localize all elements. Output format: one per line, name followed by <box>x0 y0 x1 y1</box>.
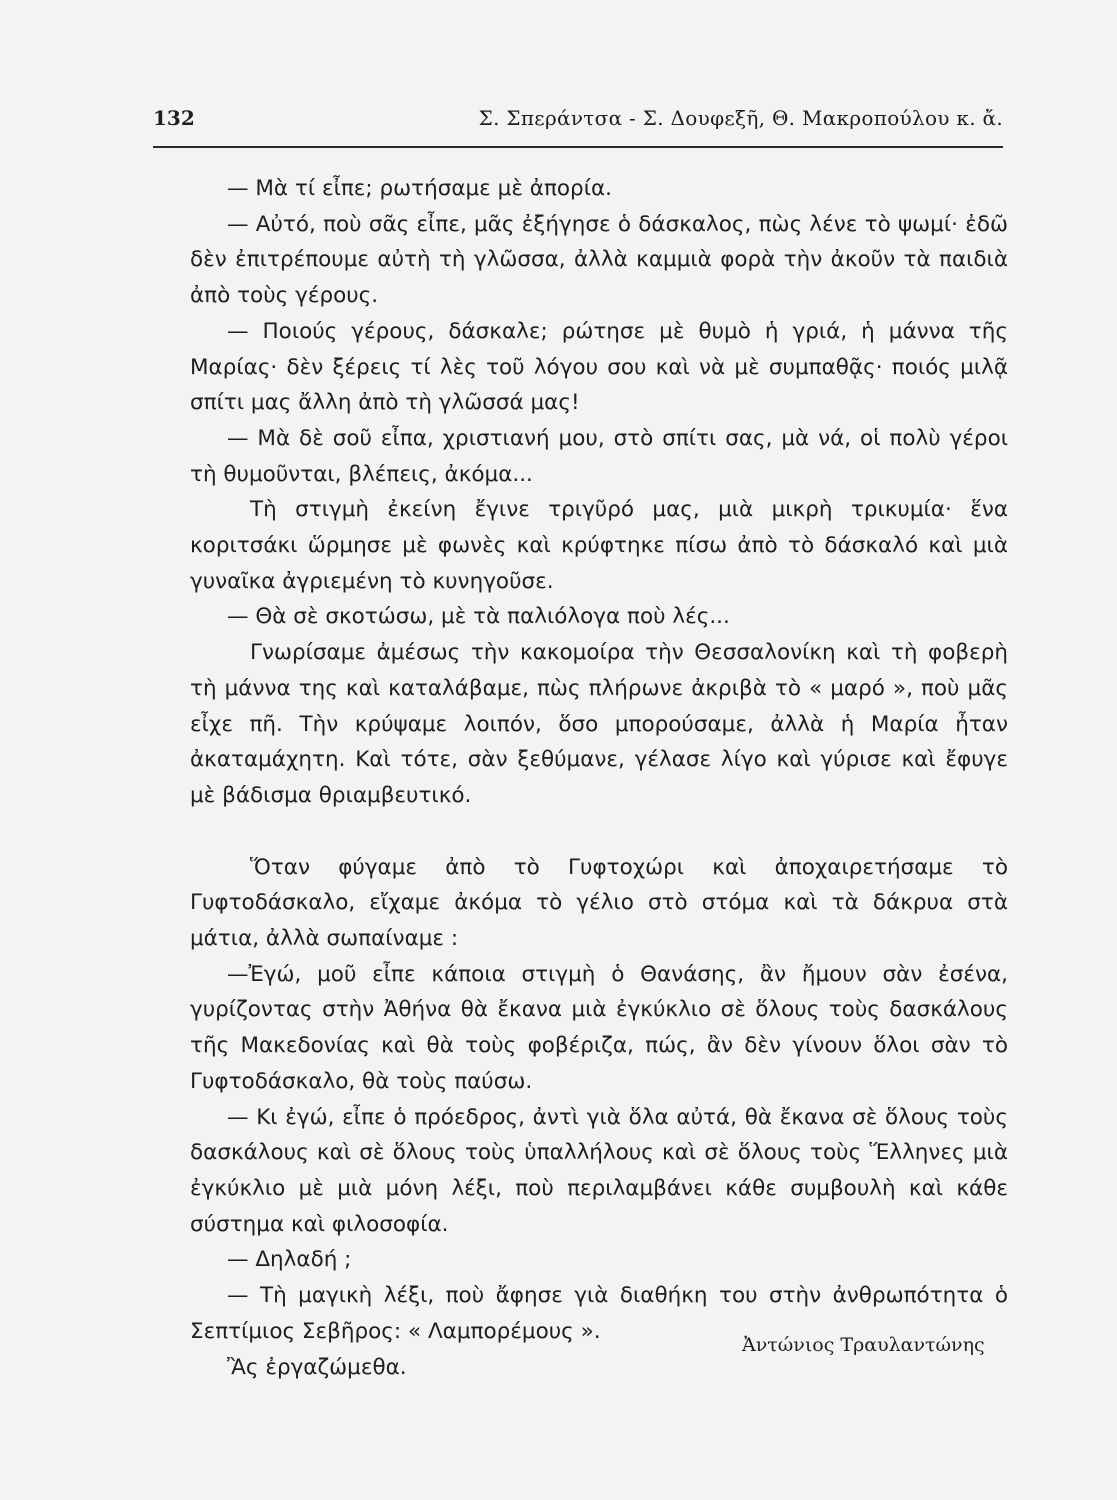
paragraph: —Ἐγώ, μοῦ εἶπε κάποια στιγμὴ ὁ Θανάσης, ἂν ἤμουν σὰν ἐσένα, γυρίζοντας στὴν Ἀθήνα θὰ ἔκανα μιὰ ἐγκύκλιο σὲ ὅλους τοὺς δασκάλους τῆς Μακεδονίας καὶ θὰ τοὺς φοβέριζα, πώς, ἂν δὲν γίνουν ὅλοι σὰν τὸ Γυφτοδάσκαλο, θὰ τοὺς παύσω. <box>190 961 1008 1094</box>
page-header <box>153 100 1003 148</box>
author-signature: Ἀντώνιος Τραυλαντώνης <box>742 1334 985 1356</box>
paragraph: — Μὰ τί εἶπε; ρωτήσαμε μὲ ἀπορία. <box>227 176 612 201</box>
paragraph: — Θὰ σὲ σκοτώσω, μὲ τὰ παλιόλογα ποὺ λές... <box>227 604 730 630</box>
paragraph: Ὅταν φύγαμε ἀπὸ τὸ Γυφτοχώρι καὶ ἀποχαιρετήσαμε τὸ Γυφτοδάσκαλο, εἴχαμε ἀκόμα τὸ γέλιο στὸ στόμα καὶ τὰ δάκρυα στὰ μάτια, ἀλλὰ σωπαίναμε : <box>190 854 1008 952</box>
paragraph: Ἂς ἐργαζώμεθα. <box>227 1354 407 1380</box>
paragraph: — Ποιούς γέρους, δάσκαλε; ρώτησε μὲ θυμὸ ἡ γριά, ἡ μάννα τῆς Μαρίας· δὲν ξέρεις τί λὲς τοῦ λόγου σου καὶ νὰ μὲ συμπαθᾷς· ποιός μιλᾷ σπίτι μας ἄλλη ἀπὸ τὴ γλῶσσά μας! <box>190 318 1008 416</box>
paragraph: — Αὐτό, ποὺ σᾶς εἶπε, μᾶς ἐξήγησε ὁ δάσκαλος, πὼς λένε τὸ ψωμί· ἐδῶ δὲν ἐπιτρέπουμε αὐτὴ τὴ γλῶσσα, ἀλλὰ καμμιὰ φορὰ τὴν ἀκοῦν τὰ παιδιὰ ἀπὸ τοὺς γέρους. <box>190 211 1008 309</box>
page-number: 132 <box>153 106 195 130</box>
paragraph: Γνωρίσαμε ἀμέσως τὴν κακομοίρα τὴν Θεσσαλονίκη καὶ τὴ φοβερὴ τὴ μάννα της καὶ καταλάβαμε, πὼς πλήρωνε ἀκριβὰ τὸ « μαρό », ποὺ μᾶς εἶχε πῆ. Τὴν κρύψαμε λοιπόν, ὅσο μπορούσαμε, ἀλλὰ ἡ Μαρία ἦταν ἀκαταμάχητη. Καὶ τότε, σὰν ξεθύμανε, γέλασε λίγο καὶ γύρισε καὶ ἔφυγε μὲ βάδισμα θριαμβευτικό. <box>190 640 1008 808</box>
paragraph: — Τὴ μαγικὴ λέξι, ποὺ ἄφησε γιὰ διαθήκη του στὴν ἀνθρωπότητα ὁ Σεπτίμιος Σεβῆρος: « Λαμπορέμους ». <box>190 1283 1008 1344</box>
paragraph: — Κι ἐγώ, εἶπε ὁ πρόεδρος, ἀντὶ γιὰ ὅλα αὐτά, θὰ ἔκανα σὲ ὅλους τοὺς δασκάλους καὶ σὲ ὅλους τοὺς ὑπαλλήλους καὶ σὲ ὅλους τοὺς Ἕλληνες μιὰ ἐγκύκλιο μὲ μιὰ μόνη λέξι, ποὺ περιλαμβάνει κάθε συμβουλὴ καὶ κάθε σύστημα καὶ φιλοσοφία. <box>190 1104 1008 1237</box>
paragraph: — Μὰ δὲ σοῦ εἶπα, χριστιανή μου, στὸ σπίτι σας, μὰ νά, οἱ πολὺ γέροι τὴ θυμοῦνται, βλέπεις, ἀκόμα... <box>190 425 1008 487</box>
paragraph: Τὴ στιγμὴ ἐκείνη ἔγινε τριγῦρό μας, μιὰ μικρὴ τρικυμία· ἕνα κοριτσάκι ὥρμησε μὲ φωνὲς καὶ κρύφτηκε πίσω ἀπὸ τὸ δάσκαλό καὶ μιὰ γυναῖκα ἀγριεμένη τὸ κυνηγοῦσε. <box>190 497 1008 594</box>
running-title: Σ. Σπεράντσα - Σ. Δουφεξῆ, Θ. Μακροπούλου κ. ἄ. <box>478 106 1003 130</box>
paragraph: — Δηλαδή ; <box>227 1247 352 1273</box>
body-text <box>190 171 1008 1385</box>
